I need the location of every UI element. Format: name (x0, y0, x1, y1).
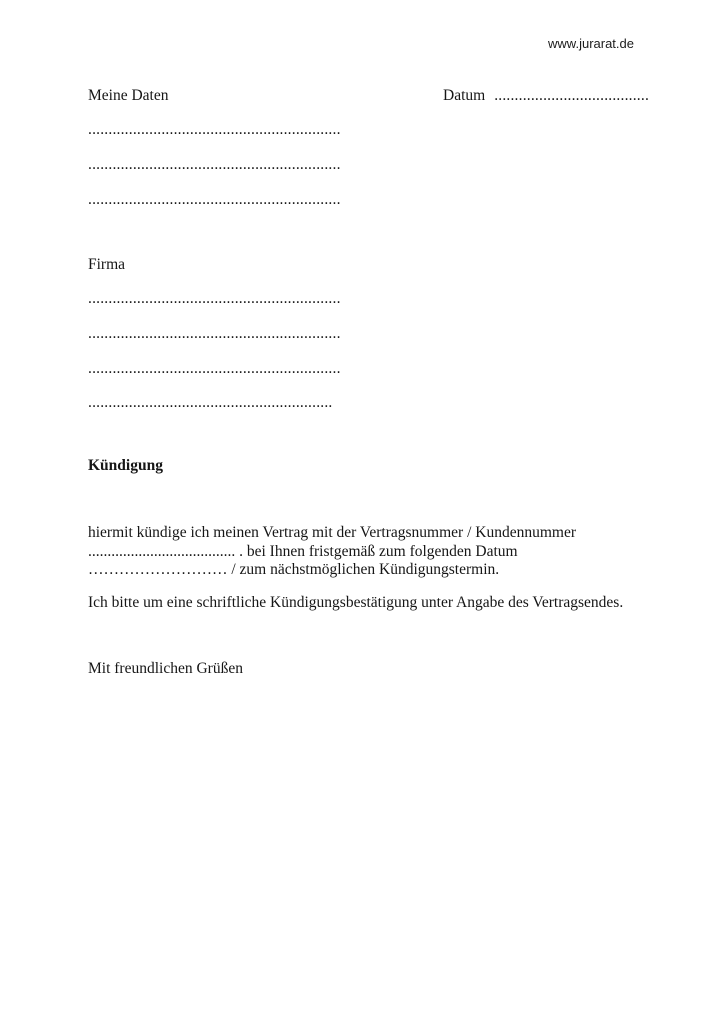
paragraph-line-2: ...................................... . bei Ihnen fristgemäß zum folgenden Datum (88, 542, 518, 560)
date-field (443, 87, 649, 106)
paragraph-line-1: hiermit kündige ich meinen Vertrag mit der Vertragsnummer / Kundennummer (88, 524, 576, 541)
subject-title: Kündigung (88, 457, 163, 474)
body-paragraph (88, 524, 576, 580)
my-data-fill-in-line: .............................................................. (88, 121, 341, 138)
paragraph-line-3: ……………………… / zum nächstmöglichen Kündigungstermin. (88, 561, 500, 578)
closing-text: Mit freundlichen Grüßen (88, 660, 243, 677)
my-data-label: Meine Daten (88, 87, 169, 104)
my-data-fill-in-line: .............................................................. (88, 156, 341, 173)
company-label: Firma (88, 256, 126, 273)
company-fill-in-line: .............................................................. (88, 360, 341, 377)
date-label: Datum (443, 87, 486, 104)
company-fill-in-line: .............................................................. (88, 325, 341, 342)
confirmation-text: Ich bitte um eine schriftliche Kündigungsbestätigung unter Angabe des Vertragsendes. (88, 594, 624, 611)
date-fill-in-line: ...................................... (494, 87, 650, 104)
company-fill-in-line: ............................................................ (88, 394, 333, 411)
my-data-fill-in-line: .............................................................. (88, 191, 341, 208)
company-fill-in-line: .............................................................. (88, 290, 341, 307)
site-url: www.jurarat.de (548, 36, 634, 51)
